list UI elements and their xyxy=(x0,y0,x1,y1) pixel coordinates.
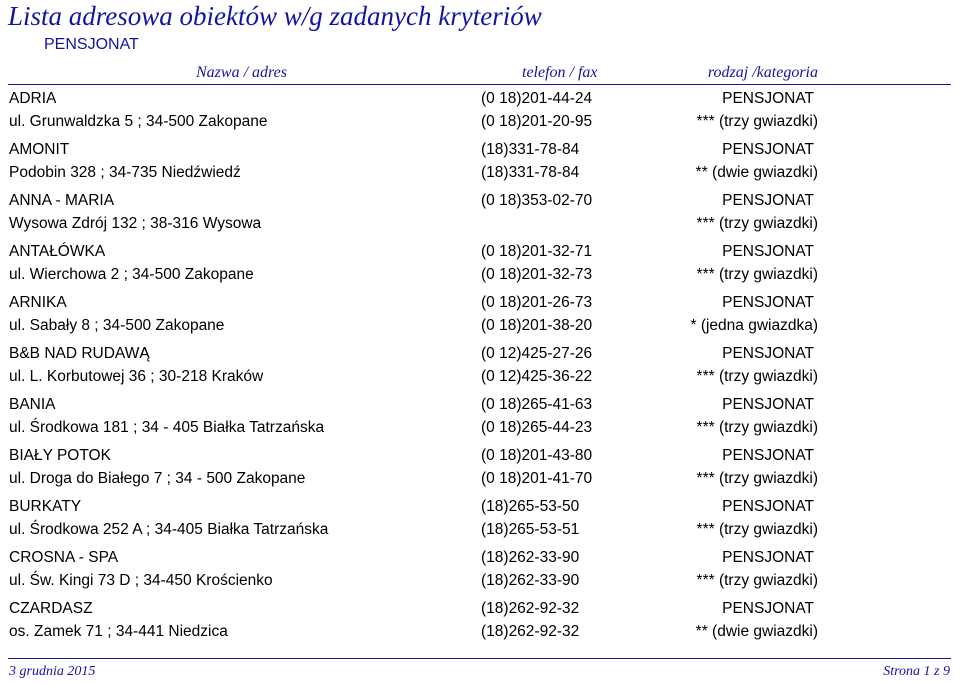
entry-line-secondary xyxy=(0,570,959,593)
entry-phone: (18)331-78-84 xyxy=(481,141,580,158)
entry-name: ARNIKA xyxy=(9,294,67,311)
header-divider xyxy=(8,84,951,85)
entry-name: BURKATY xyxy=(9,498,82,515)
page-number: Strona 1 z 9 xyxy=(883,664,950,679)
list-item xyxy=(0,241,959,292)
page-subtitle: PENSJONAT xyxy=(44,36,139,53)
entry-line-primary xyxy=(0,598,959,621)
entry-type: PENSJONAT xyxy=(722,447,814,464)
entry-name: AMONIT xyxy=(9,141,70,158)
entry-address: ul. Droga do Białego 7 ; 34 - 500 Zakopane xyxy=(9,470,306,487)
list-item xyxy=(0,292,959,343)
entry-line-primary xyxy=(0,190,959,213)
entry-category: *** (trzy gwiazdki) xyxy=(696,419,818,436)
page-title: Lista adresowa obiektów w/g zadanych kryteriów xyxy=(8,1,542,31)
entry-line-secondary xyxy=(0,111,959,134)
entry-name: CROSNA - SPA xyxy=(9,549,119,566)
entry-fax: (18)262-92-32 xyxy=(481,623,580,640)
entry-fax: (0 18)201-20-95 xyxy=(481,113,593,130)
entry-line-secondary xyxy=(0,366,959,389)
entry-line-primary xyxy=(0,139,959,162)
entry-type: PENSJONAT xyxy=(722,192,814,209)
entry-line-secondary xyxy=(0,213,959,236)
entry-name: BANIA xyxy=(9,396,56,413)
entry-fax: (0 18)201-32-73 xyxy=(481,266,593,283)
entry-address: Podobin 328 ; 34-735 Niedźwiedź xyxy=(9,164,241,181)
list-item xyxy=(0,394,959,445)
entry-type: PENSJONAT xyxy=(722,396,814,413)
entry-address: ul. Środkowa 252 A ; 34-405 Białka Tatrzańska xyxy=(9,521,329,538)
entry-fax: (18)262-33-90 xyxy=(481,572,580,589)
entry-category: *** (trzy gwiazdki) xyxy=(696,521,818,538)
entry-type: PENSJONAT xyxy=(722,90,814,107)
listing xyxy=(0,88,959,649)
entry-type: PENSJONAT xyxy=(722,498,814,515)
entry-phone: (0 18)265-41-63 xyxy=(481,396,593,413)
entry-type: PENSJONAT xyxy=(722,600,814,617)
entry-type: PENSJONAT xyxy=(722,294,814,311)
entry-line-secondary xyxy=(0,519,959,542)
entry-name: ADRIA xyxy=(9,90,57,107)
entry-phone: (18)262-92-32 xyxy=(481,600,580,617)
entry-name: B&B NAD RUDAWĄ xyxy=(9,345,150,362)
entry-address: ul. Grunwaldzka 5 ; 34-500 Zakopane xyxy=(9,113,268,130)
entry-line-primary xyxy=(0,394,959,417)
entry-phone: (0 18)201-32-71 xyxy=(481,243,593,260)
entry-category: *** (trzy gwiazdki) xyxy=(696,470,818,487)
list-item xyxy=(0,343,959,394)
entry-phone: (18)265-53-50 xyxy=(481,498,580,515)
list-item xyxy=(0,139,959,190)
entry-category: ** (dwie gwiazdki) xyxy=(695,164,818,181)
entry-name: CZARDASZ xyxy=(9,600,93,617)
entry-address: ul. Wierchowa 2 ; 34-500 Zakopane xyxy=(9,266,254,283)
list-item xyxy=(0,445,959,496)
list-item xyxy=(0,547,959,598)
list-item xyxy=(0,598,959,649)
entry-category: *** (trzy gwiazdki) xyxy=(696,266,818,283)
entry-phone: (0 18)201-26-73 xyxy=(481,294,593,311)
entry-line-primary xyxy=(0,241,959,264)
entry-type: PENSJONAT xyxy=(722,141,814,158)
entry-address: ul. Św. Kingi 73 D ; 34-450 Krościenko xyxy=(9,572,273,589)
entry-name: BIAŁY POTOK xyxy=(9,447,111,464)
entry-type: PENSJONAT xyxy=(722,243,814,260)
list-item xyxy=(0,496,959,547)
entry-category: ** (dwie gwiazdki) xyxy=(695,623,818,640)
entry-category: * (jedna gwiazdka) xyxy=(690,317,818,334)
entry-line-primary xyxy=(0,88,959,111)
entry-category: *** (trzy gwiazdki) xyxy=(696,215,818,232)
entry-phone: (0 18)353-02-70 xyxy=(481,192,593,209)
entry-address: ul. L. Korbutowej 36 ; 30-218 Kraków xyxy=(9,368,264,385)
entry-line-secondary xyxy=(0,162,959,185)
entry-line-primary xyxy=(0,292,959,315)
entry-phone: (0 18)201-44-24 xyxy=(481,90,593,107)
entry-fax: (0 18)201-41-70 xyxy=(481,470,593,487)
list-item xyxy=(0,88,959,139)
footer-divider xyxy=(8,658,951,659)
entry-address: ul. Środkowa 181 ; 34 - 405 Białka Tatrzańska xyxy=(9,419,325,436)
entry-line-primary xyxy=(0,343,959,366)
entry-line-secondary xyxy=(0,417,959,440)
entry-line-primary xyxy=(0,445,959,468)
footer-date: 3 grudnia 2015 xyxy=(9,664,96,679)
entry-fax: (0 18)201-38-20 xyxy=(481,317,593,334)
entry-category: *** (trzy gwiazdki) xyxy=(696,113,818,130)
entry-phone: (0 12)425-27-26 xyxy=(481,345,593,362)
entry-line-secondary xyxy=(0,264,959,287)
entry-category: *** (trzy gwiazdki) xyxy=(696,572,818,589)
entry-fax: (18)265-53-51 xyxy=(481,521,580,538)
entry-address: ul. Sabały 8 ; 34-500 Zakopane xyxy=(9,317,225,334)
entry-line-secondary xyxy=(0,621,959,644)
entry-phone: (0 18)201-43-80 xyxy=(481,447,593,464)
entry-line-primary xyxy=(0,547,959,570)
entry-line-secondary xyxy=(0,468,959,491)
entry-name: ANNA - MARIA xyxy=(9,192,115,209)
entry-name: ANTAŁÓWKA xyxy=(9,243,106,260)
entry-fax: (0 18)265-44-23 xyxy=(481,419,593,436)
entry-address: os. Zamek 71 ; 34-441 Niedzica xyxy=(9,623,228,640)
column-header-name: Nazwa / adres xyxy=(196,64,287,81)
entry-fax: (18)331-78-84 xyxy=(481,164,580,181)
column-header-phone: telefon / fax xyxy=(522,64,598,81)
entry-line-secondary xyxy=(0,315,959,338)
entry-phone: (18)262-33-90 xyxy=(481,549,580,566)
entry-category: *** (trzy gwiazdki) xyxy=(696,368,818,385)
entry-type: PENSJONAT xyxy=(722,345,814,362)
entry-fax: (0 12)425-36-22 xyxy=(481,368,593,385)
entry-address: Wysowa Zdrój 132 ; 38-316 Wysowa xyxy=(9,215,262,232)
entry-type: PENSJONAT xyxy=(722,549,814,566)
entry-line-primary xyxy=(0,496,959,519)
list-item xyxy=(0,190,959,241)
column-header-type: rodzaj /kategoria xyxy=(707,64,818,81)
